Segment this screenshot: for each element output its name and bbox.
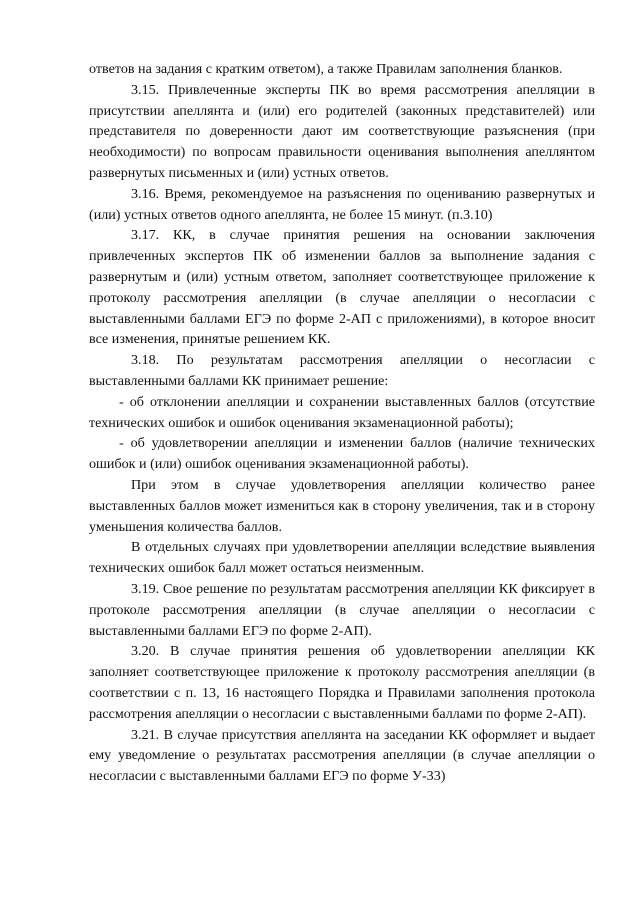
paragraph-3-17: 3.17. КК, в случае принятия решения на основании заключения привлеченных экспертов ПК об изменении баллов за выполнение задания с развернутым и (или) устным ответом, заполняет соответствующее приложение к протоколу рассмотрения апелляции (в случае апелляции о несогласии с выставленными баллами ЕГЭ по форме 2-АП с приложениями), в которое вносит все изменения, принятые решением КК. — [89, 227, 595, 348]
list-item-rejection: - об отклонении апелляции и сохранении выставленных баллов (отсутствие технических ошибок и ошибок оценивания экзаменационной работы); — [89, 393, 595, 431]
paragraph-3-19: 3.19. Свое решение по результатам рассмотрения апелляции КК фиксирует в протоколе рассмотрения апелляции (в случае апелляции о несогласии с выставленными баллами ЕГЭ по форме 2-АП). — [89, 580, 595, 639]
paragraph-3-15: 3.15. Привлеченные эксперты ПК во время рассмотрения апелляции в присутствии апеллянта и (или) его родителей (законных представителей) или представителя по доверенности дают им соответствующие разъяснения (при необходимости) по вопросам правильности оценивания выполнения апеллянтом развернутых письменных и (или) устных ответов. — [89, 81, 595, 181]
paragraph-3-21: 3.21. В случае присутствия апеллянта на заседании КК оформляет и выдает ему уведомление о результатах рассмотрения апелляции (в случае апелляции о несогласии с выставленными баллами ЕГЭ по форме У-33) — [89, 726, 595, 785]
paragraph-3-16: 3.16. Время, рекомендуемое на разъяснения по оцениванию развернутых и (или) устных ответов одного апеллянта, не более 15 минут. (п.3.10) — [89, 185, 595, 223]
document-body — [89, 59, 595, 787]
paragraph-3-18: 3.18. По результатам рассмотрения апелляции о несогласии с выставленными баллами КК принимает решение: — [89, 352, 595, 389]
paragraph-unchanged-score: В отдельных случаях при удовлетворении апелляции вследствие выявления технических ошибок балл может остаться неизменным. — [89, 539, 595, 577]
list-item-satisfaction: - об удовлетворении апелляции и изменении баллов (наличие технических ошибок и (или) ошибок оценивания экзаменационной работы). — [89, 435, 595, 473]
paragraph-3-20: 3.20. В случае принятия решения об удовлетворении апелляции КК заполняет соответствующее приложение к протоколу рассмотрения апелляции (в соответствии с п. 13, 16 настоящего Порядка и Правилами заполнения протокола рассмотрения апелляции о несогласии с выставленными баллами по форме 2-АП). — [89, 643, 595, 722]
paragraph-score-change: При этом в случае удовлетворения апелляции количество ранее выставленных баллов может измениться как в сторону увеличения, так и в сторону уменьшения количества баллов. — [89, 476, 595, 535]
paragraph-continuation: ответов на задания с кратким ответом), а также Правилам заполнения бланков. — [89, 61, 563, 77]
